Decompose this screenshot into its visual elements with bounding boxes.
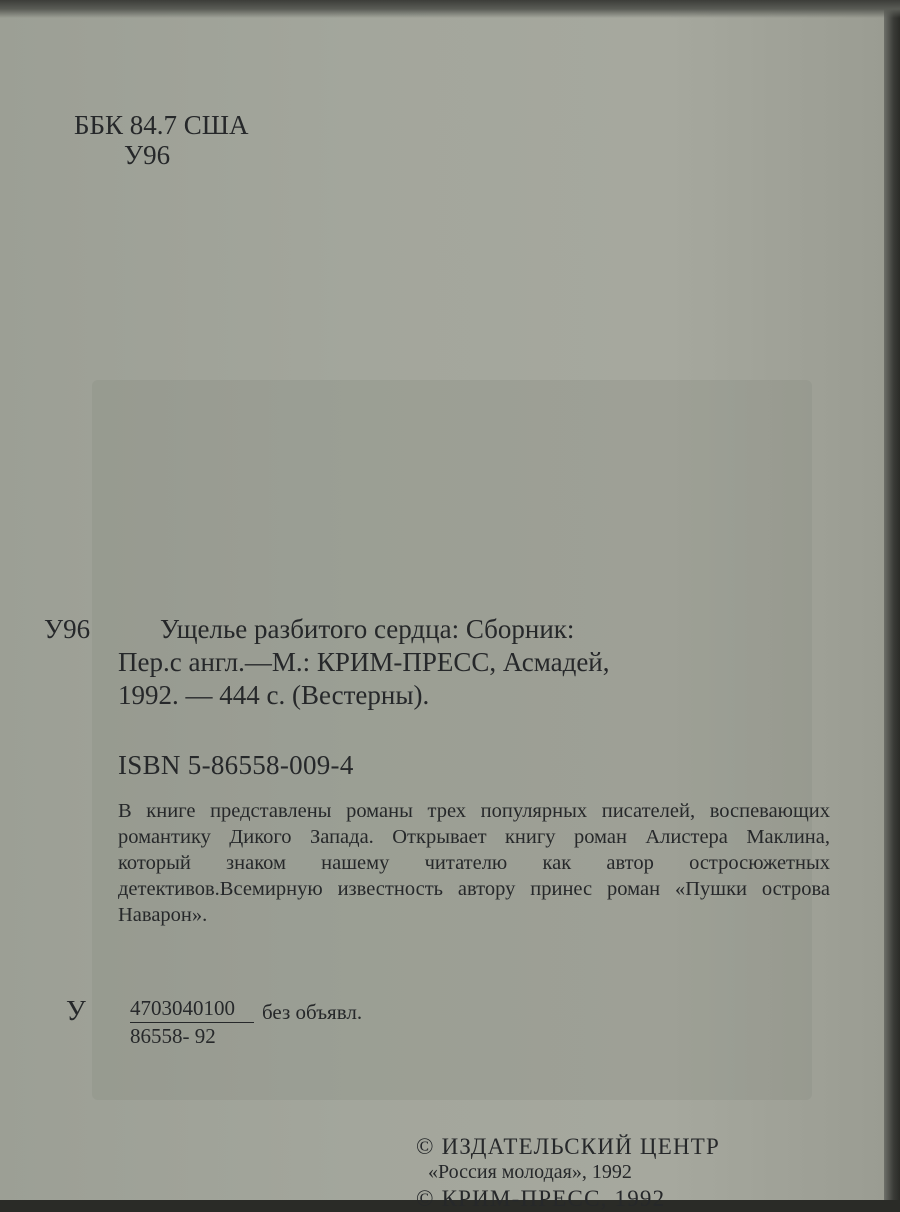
entry-code: У96 (44, 614, 91, 644)
annotation-paragraph (118, 798, 830, 928)
copyright-line: © ИЗДАТЕЛЬСКИЙ ЦЕНТР (416, 1134, 721, 1159)
annotation-line: романтику Дикого Запада. Открывает книгу роман Алистера Маклина, (118, 826, 830, 848)
author-sign-code: У96 (124, 140, 171, 170)
annotation-line: который знаком нашему читателю как автор остросюжетных (118, 852, 830, 874)
top-shadow (0, 0, 900, 18)
entry-year-pages-line: 1992. — 444 с. (Вестерны). (118, 680, 430, 710)
annotation-line: Наварон». (118, 904, 208, 926)
copyright-line: «Россия молодая», 1992 (428, 1161, 632, 1183)
annotation-line: В книге представлены романы трех популярных писателей, воспевающих (118, 800, 830, 822)
pricing-letter: У (66, 996, 86, 1027)
pricing-numerator: 4703040100 (130, 996, 254, 1023)
show-through-shadow (92, 380, 812, 1100)
isbn: ISBN 5-86558-009-4 (118, 750, 354, 780)
annotation-line: детективов.Всемирную известность автору принес роман «Пушки острова (118, 878, 830, 900)
entry-title-line: Ущелье разбитого сердца: Сборник: (160, 614, 575, 644)
pricing-note: без объявл. (262, 1000, 363, 1024)
page-edge (884, 0, 900, 1200)
pricing-denominator: 86558- 92 (130, 1024, 216, 1048)
bbk-classification: ББК 84.7 США (74, 110, 249, 140)
copyright-line: © КРИМ-ПРЕСС, 1992 (416, 1186, 666, 1211)
entry-publisher-line: Пер.с англ.—М.: КРИМ-ПРЕСС, Асмадей, (118, 647, 610, 677)
pricing-fraction (130, 996, 254, 1049)
